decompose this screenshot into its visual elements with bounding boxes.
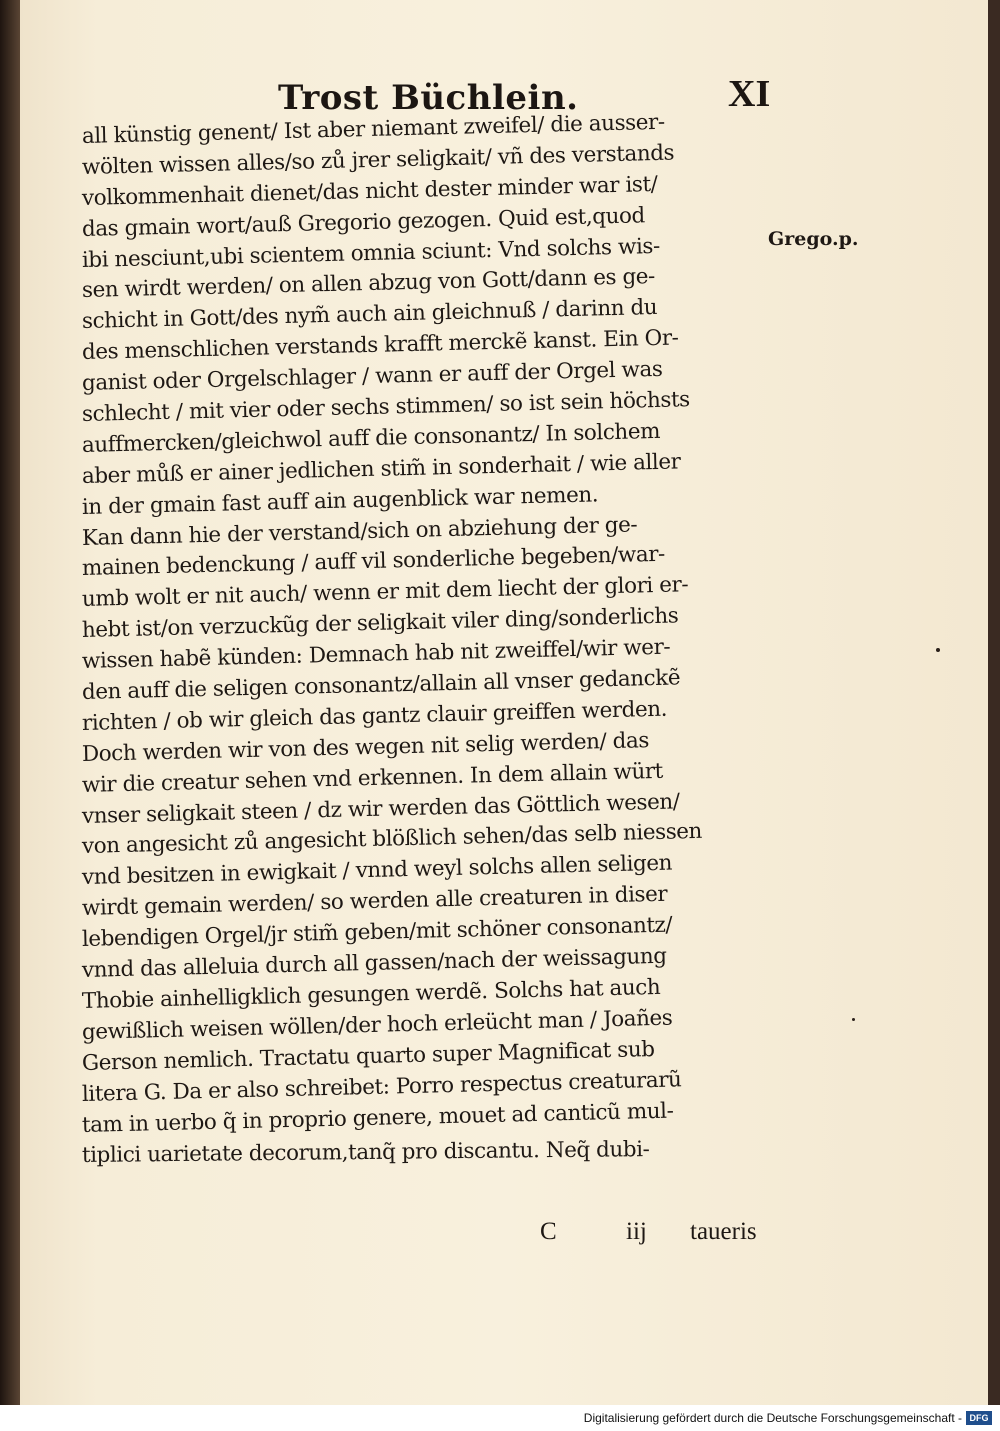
- running-title: Trost Büchlein.: [278, 78, 579, 118]
- folio-number: XI: [728, 73, 771, 115]
- catchword: taueris: [690, 1218, 757, 1245]
- text-line: ibi nesciunt,ubi scientem omnia sciunt: Vnd solchs wis-: [81, 233, 661, 273]
- gutter-shadow: [0, 0, 20, 1405]
- text-line: Doch werden wir von des wegen nit selig werden/ das: [81, 727, 650, 767]
- text-line: Gerson nemlich. Tractatu quarto super Magnificat sub: [81, 1036, 655, 1076]
- signature-mark: C: [540, 1218, 557, 1245]
- text-line: des menschlichen verstands krafft merckẽ kanst. Ein Or-: [81, 325, 679, 366]
- text-line: das gmain wort/auß Gregorio gezogen. Quid est,quod: [81, 202, 646, 242]
- text-line: in der gmain fast auff ain augenblick war nemen.: [81, 482, 599, 520]
- text-line: hebt ist/on verzuckũg der seligkait viler ding/sonderlichs: [81, 603, 679, 644]
- text-line: litera G. Da er also schreibet: Porro respectus creaturarũ: [81, 1066, 682, 1107]
- text-line: schicht in Gott/des nym̃ auch ain gleichnuß / darinn du: [81, 295, 658, 335]
- text-line: tiplici uarietate decorum,tanq̃ pro discantu. Neq̃ dubi-: [81, 1137, 650, 1169]
- text-line: wölten wissen alles/so zů jrer seligkait/ vñ des verstands: [81, 140, 675, 180]
- text-line: gewißlich weisen wöllen/der hoch erleücht man / Joañes: [81, 1005, 673, 1045]
- text-line: vnser seligkait steen / dz wir werden das Göttlich wesen/: [81, 788, 680, 829]
- text-line: all künstig genent/ Ist aber niemant zweifel/ die ausser-: [81, 109, 665, 149]
- text-line: wirdt gemain werden/ so werden alle creaturen in diser: [81, 881, 668, 922]
- margin-note: Grego.p.: [768, 228, 859, 250]
- text-line: tam in uerbo q̃ in proprio genere, mouet ad canticũ mul-: [81, 1098, 674, 1138]
- text-line: sen wirdt werden/ on allen abzug von Gott/dann es ge-: [81, 264, 656, 304]
- text-line: wir die creatur sehen vnd erkennen. In dem allain würt: [81, 758, 664, 798]
- ink-speck: [936, 648, 940, 652]
- text-line: richten / ob wir gleich das gantz clauir greiffen werden.: [81, 696, 668, 736]
- text-line: den auff die seligen consonantz/allain all vnser gedanckẽ: [81, 665, 681, 706]
- text-line: lebendigen Orgel/jr stim̃ geben/mit schöner consonantz/: [81, 912, 673, 953]
- text-line: wissen habẽ künden: Demnach hab nit zweiffel/wir wer-: [81, 634, 671, 675]
- text-line: aber můß er ainer jedlichen stim̃ in sonderhait / wie aller: [81, 449, 681, 489]
- signature-number: iij: [626, 1218, 647, 1245]
- text-line: vnd besitzen in ewigkait / vnnd weyl solchs allen seligen: [81, 850, 673, 891]
- text-line: von angesicht zů angesicht blößlich sehen/das selb niessen: [81, 819, 703, 860]
- dfg-logo: DFG: [966, 1411, 992, 1425]
- footer-bar: [0, 1405, 1000, 1431]
- funding-credit: Digitalisierung gefördert durch die Deutsche Forschungsgemeinschaft -: [583, 1411, 962, 1425]
- text-line: Kan dann hie der verstand/sich on abziehung der ge-: [81, 512, 638, 551]
- text-line: ganist oder Orgelschlager / wann er auff der Orgel was: [81, 356, 663, 397]
- text-line: Thobie ainhelligklich gesungen werdẽ. Solchs hat auch: [81, 974, 661, 1014]
- text-line: vnnd das alleluia durch all gassen/nach der weissagung: [81, 943, 667, 984]
- text-line: schlecht / mit vier oder sechs stimmen/ so ist sein höchsts: [81, 387, 691, 428]
- body-text: [81, 109, 782, 1172]
- text-line: mainen bedenckung / auff vil sonderliche begeben/war-: [81, 542, 666, 582]
- ink-speck: [852, 1018, 855, 1021]
- text-line: umb wolt er nit auch/ wenn er mit dem liecht der glori er-: [81, 572, 689, 613]
- text-line: volkommenhait dienet/das nicht dester minder war ist/: [81, 171, 658, 211]
- text-line: auffmercken/gleichwol auff die consonantz/ In solchem: [81, 418, 661, 458]
